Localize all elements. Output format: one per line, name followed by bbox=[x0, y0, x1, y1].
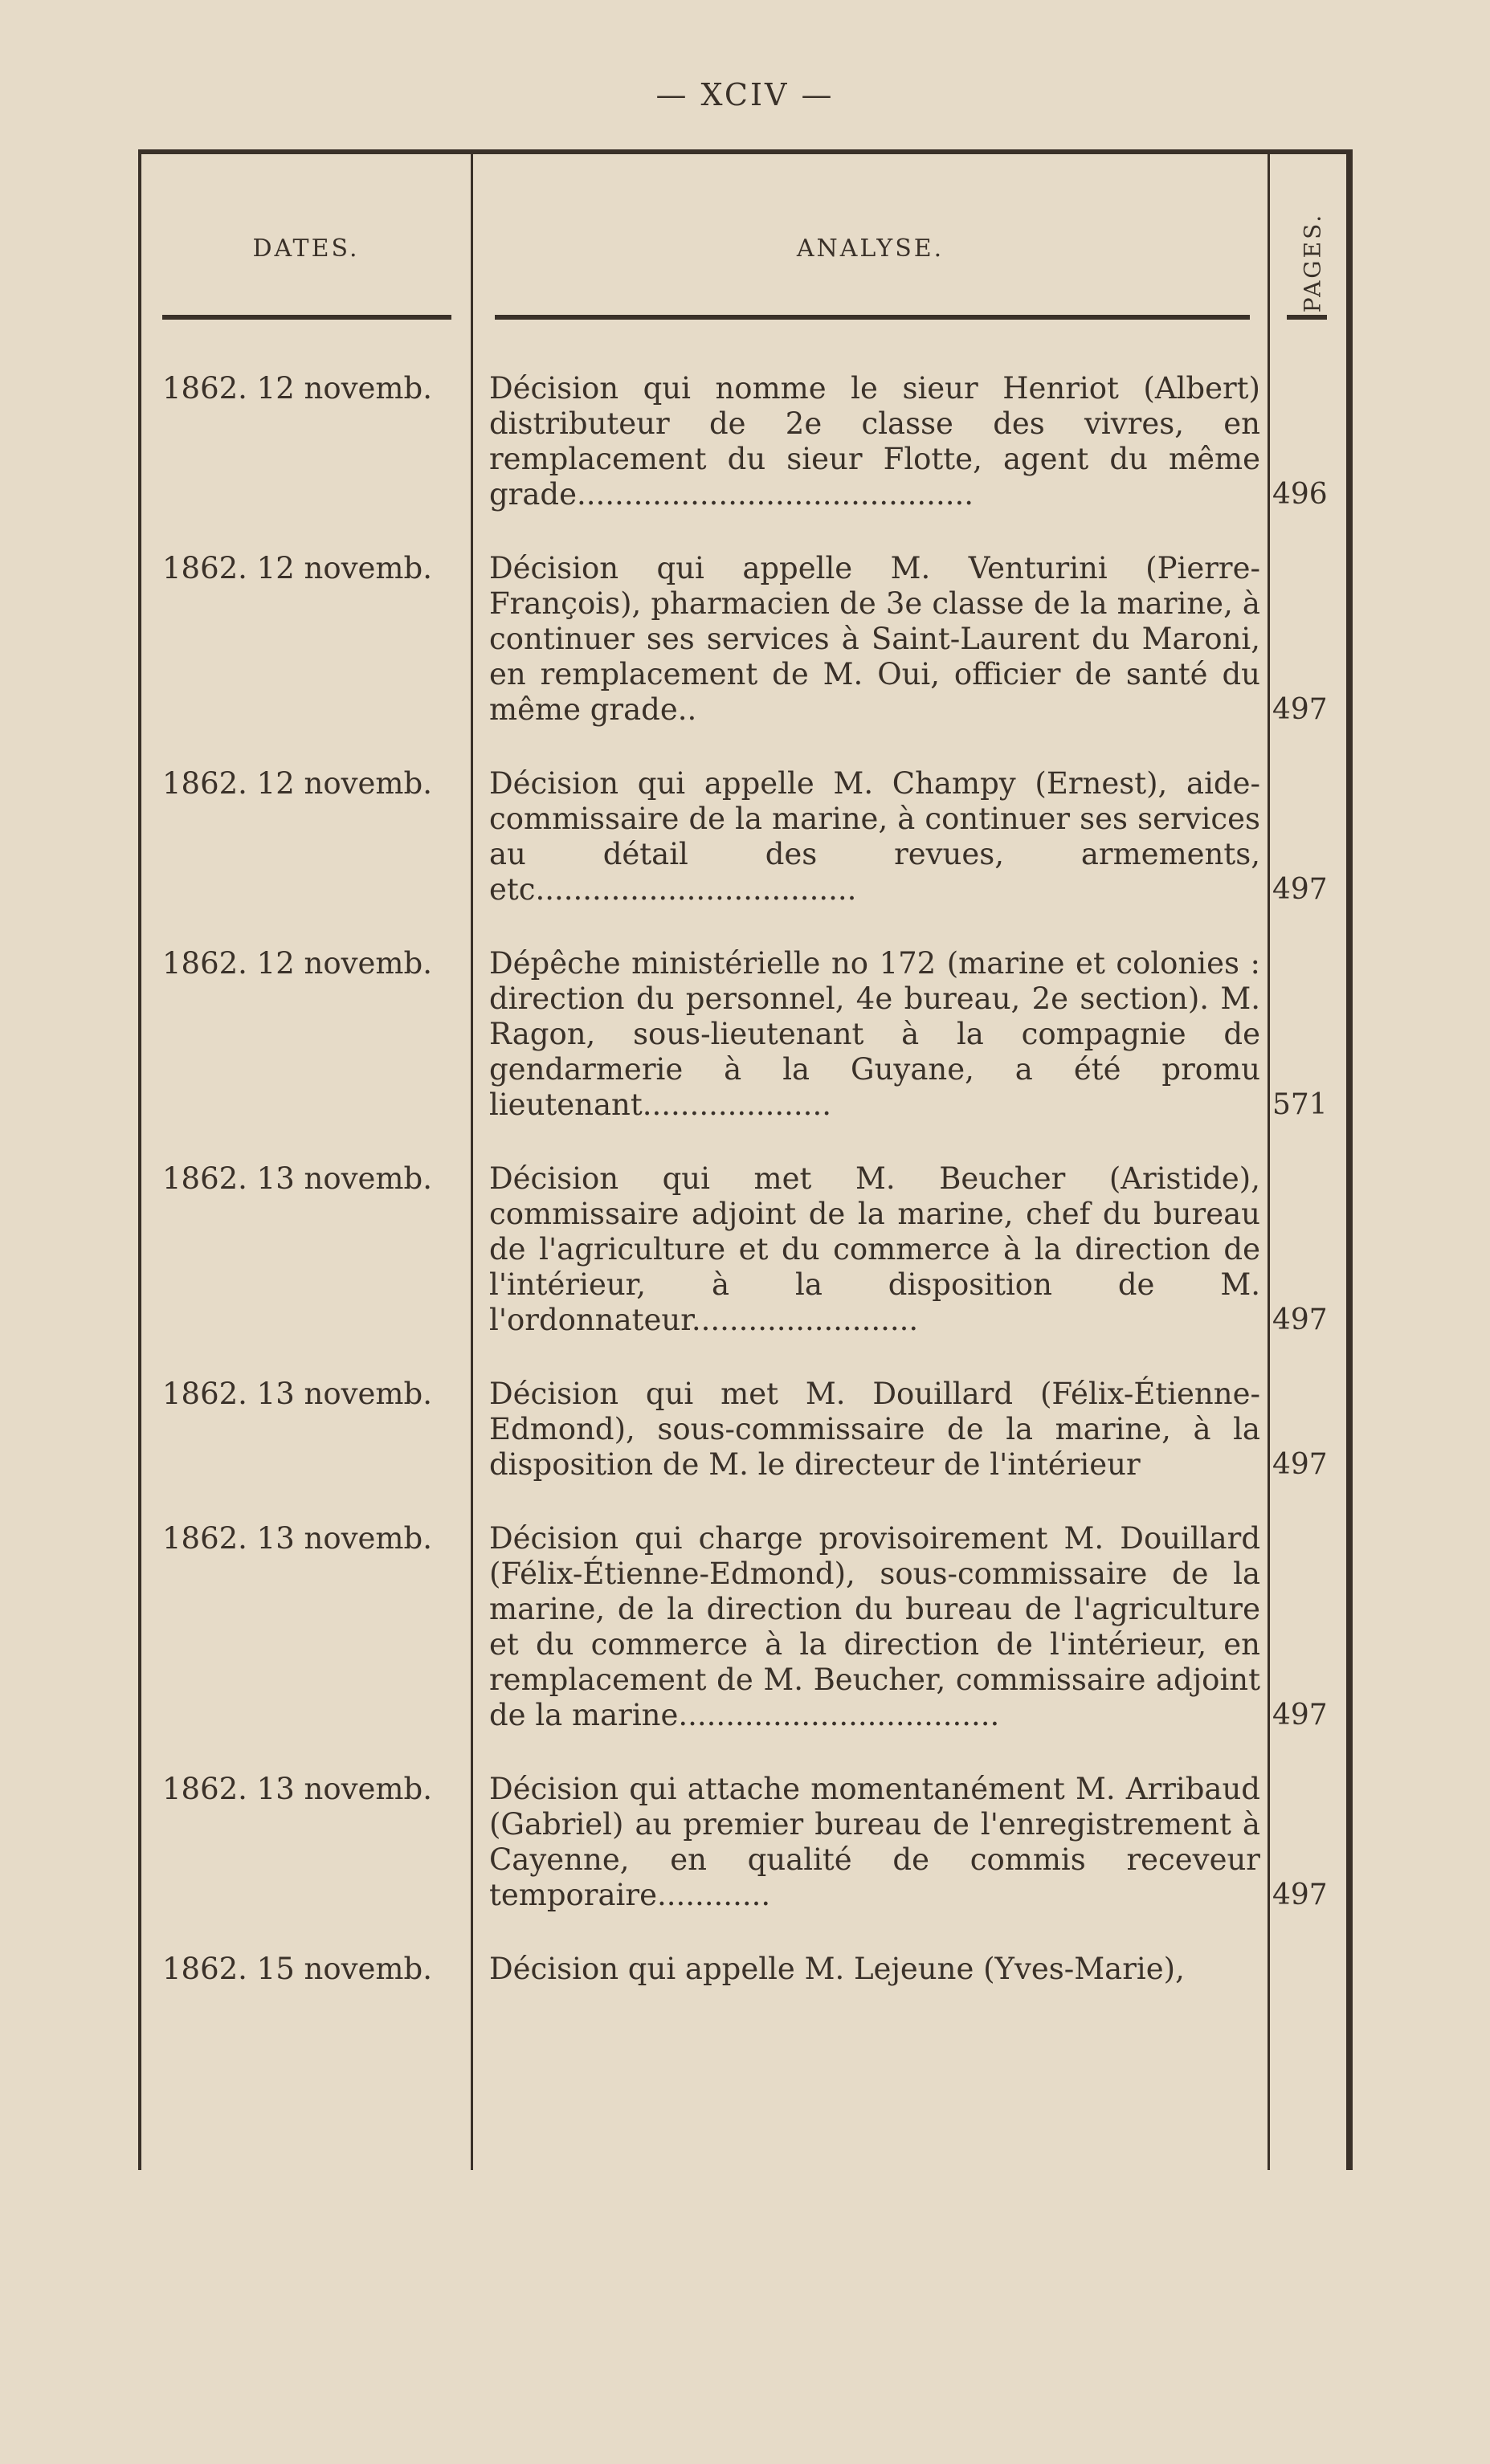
entry-page: 497 bbox=[1272, 1448, 1328, 1481]
table-row bbox=[138, 551, 1353, 728]
entry-page: 571 bbox=[1272, 1088, 1328, 1121]
header-dates: DATES. bbox=[252, 235, 360, 263]
entry-page: 497 bbox=[1272, 873, 1328, 906]
header-pages-label: PAGES. bbox=[1299, 212, 1326, 313]
entry-page: 497 bbox=[1272, 1879, 1328, 1911]
entry-date: 1862. 12 novemb. bbox=[162, 551, 432, 585]
entry-analysis: Décision qui appelle M. Venturini (Pierre-François), pharmacien de 3e classe de la marine, à continuer ses services à Saint-Laurent du Maroni, en remplacement de M. Oui, officier de santé du même grade.. bbox=[489, 551, 1260, 727]
table-row bbox=[138, 1161, 1353, 1338]
entry-analysis: Décision qui nomme le sieur Henriot (Albert) distributeur de 2e classe des vivres, en remplacement du sieur Flotte, agent du même grade.......................................... bbox=[489, 371, 1260, 512]
entry-analysis: Décision qui met M. Beucher (Aristide), commissaire adjoint de la marine, chef du bureau de l'agriculture et du commerce à la direction de l'intérieur, à la disposition de M. l'ordonnateur........................ bbox=[489, 1161, 1260, 1337]
table-row bbox=[138, 1772, 1353, 1913]
entry-page: 496 bbox=[1272, 478, 1328, 511]
entry-date: 1862. 13 novemb. bbox=[162, 1521, 432, 1556]
table-row bbox=[138, 1952, 1353, 1987]
entry-analysis: Décision qui appelle M. Champy (Ernest), aide-commissaire de la marine, à continuer ses services au détail des revues, armements, etc.................................. bbox=[489, 766, 1260, 907]
entry-date: 1862. 12 novemb. bbox=[162, 946, 432, 981]
entry-analysis: Décision qui attache momentanément M. Arribaud (Gabriel) au premier bureau de l'enregistrement à Cayenne, en qualité de commis receveur temporaire............ bbox=[489, 1772, 1260, 1912]
entry-page: 497 bbox=[1272, 1699, 1328, 1732]
entry-page: 497 bbox=[1272, 693, 1328, 726]
register-table bbox=[138, 149, 1353, 2170]
header-rule-dates bbox=[162, 315, 451, 320]
entry-date: 1862. 12 novemb. bbox=[162, 371, 432, 406]
entry-analysis: Décision qui charge provisoirement M. Douillard (Félix-Étienne-Edmond), sous-commissaire de la marine, de la direction du bureau de l'agriculture et du commerce à la direction de l'intérieur, en remplacement de M. Beucher, commissaire adjoint de la marine.................................. bbox=[489, 1521, 1260, 1732]
entry-analysis: Décision qui met M. Douillard (Félix-Étienne-Edmond), sous-commissaire de la marine, à la disposition de M. le directeur de l'intérieur bbox=[489, 1377, 1260, 1482]
table-row bbox=[138, 946, 1353, 1123]
entry-date: 1862. 12 novemb. bbox=[162, 766, 432, 801]
entry-date: 1862. 15 novemb. bbox=[162, 1952, 432, 1986]
entry-analysis: Dépêche ministérielle no 172 (marine et colonies : direction du personnel, 4e bureau, 2e section). M. Ragon, sous-lieutenant à la compagnie de gendarmerie à la Guyane, a été promu lieutenant.................... bbox=[489, 946, 1260, 1122]
table-row bbox=[138, 371, 1353, 512]
table-row bbox=[138, 766, 1353, 908]
header-rule-pages bbox=[1287, 315, 1327, 320]
table-row bbox=[138, 1521, 1353, 1733]
entry-list bbox=[138, 371, 1353, 2025]
header-rule-analyse bbox=[495, 315, 1250, 320]
entry-page: 497 bbox=[1272, 1303, 1328, 1336]
entry-date: 1862. 13 novemb. bbox=[162, 1377, 432, 1411]
page-folio: — XCIV — bbox=[655, 77, 835, 112]
table-row bbox=[138, 1377, 1353, 1483]
entry-analysis: Décision qui appelle M. Lejeune (Yves-Marie), bbox=[489, 1952, 1185, 1986]
entry-date: 1862. 13 novemb. bbox=[162, 1772, 432, 1806]
entry-date: 1862. 13 novemb. bbox=[162, 1161, 432, 1196]
header-analyse: ANALYSE. bbox=[796, 235, 945, 263]
